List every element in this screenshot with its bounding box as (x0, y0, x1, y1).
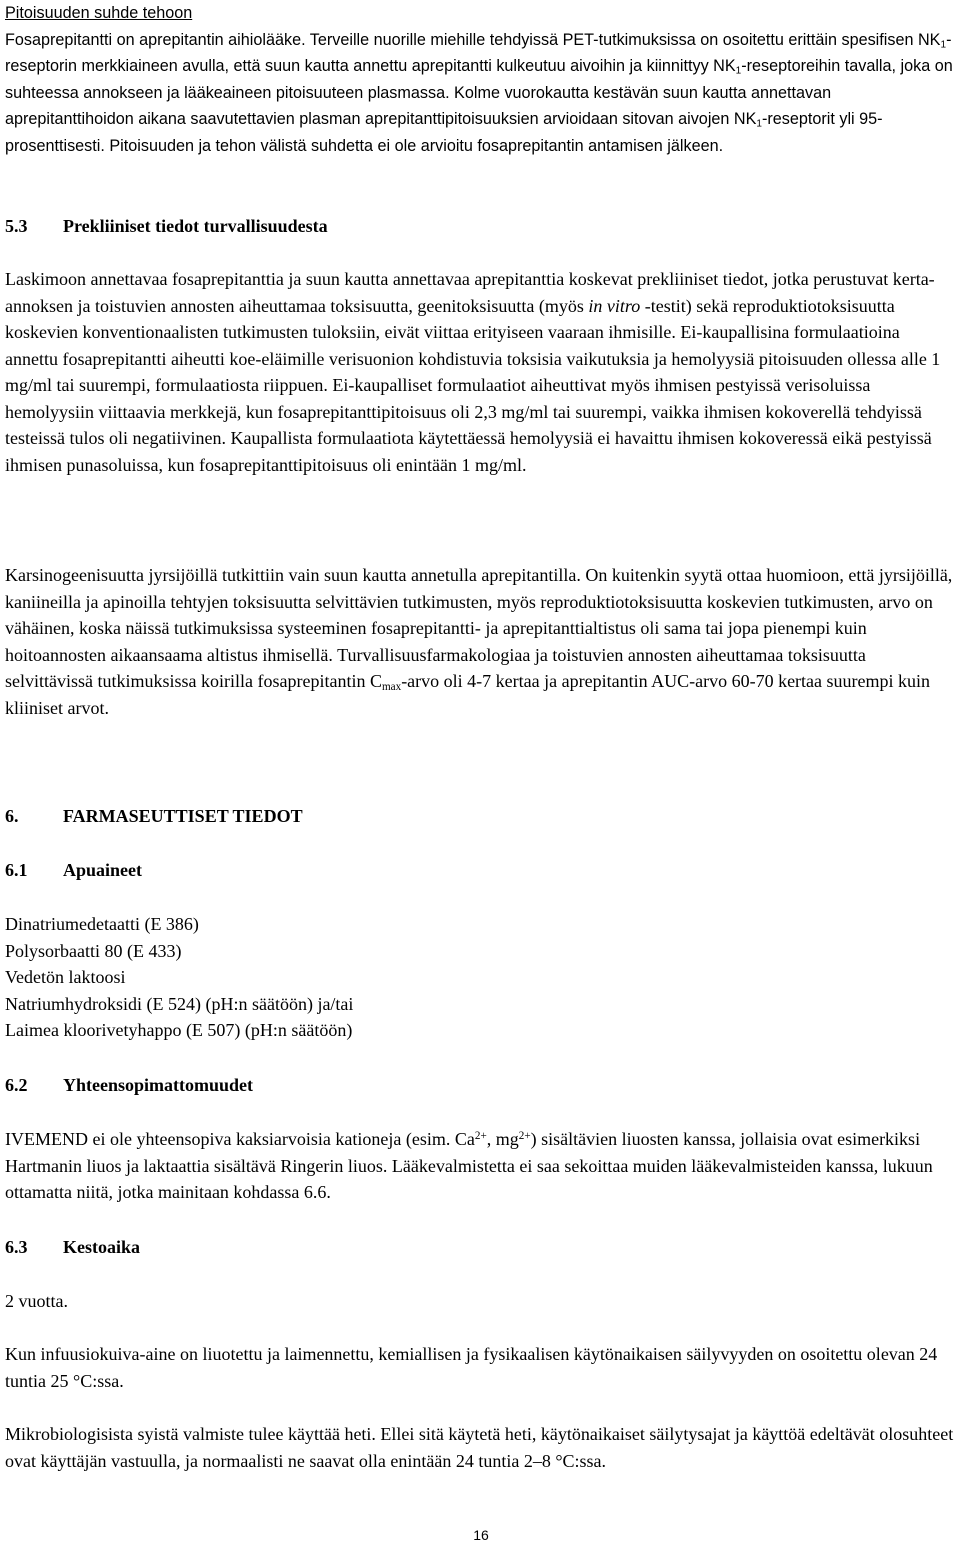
pharmacology-section (5, 0, 957, 160)
list-item: Polysorbaatti 80 (E 433) (5, 940, 182, 961)
preclinical-paragraph-2: Karsinogeenisuutta jyrsijöillä tutkittiin vain suun kautta annetulla aprepitantilla. On kuitenkin syytä ottaa huomioon, että jyrsijöillä, kaniineilla ja apinoilla tehtyjen toksisuutta selvittävien tutkimusten, myös reproduktiotoksisuutta koskevien tutkimusten, arvo on vähäinen, koska näissä tutkimuksissa systeeminen fosaprepitantti- ja aprepitanttialtistus oli sama tai jopa pienempi kuin hoitoannosten aikaansaama altistus ihmisellä. Turvallisuusfarmakologiaa ja toistuvien annosten aiheuttamaa toksisuutta selvittävissä tutkimuksissa koirilla fosaprepitantin $C_{max}$-arvo oli 4-7 kertaa ja aprepitantin AUC-arvo 60-70 kertaa suurempi kuin kliiniset arvot. (5, 565, 953, 718)
section-heading-6-2: 6.2 Yhteensopimattomuudet (5, 1075, 254, 1095)
section-heading-6: 6. FARMASEUTTISET TIEDOT (5, 806, 303, 826)
page-number: 16 (473, 1527, 489, 1543)
section-heading-5-3 (5, 213, 328, 240)
list-item: Dinatriumedetaatti (E 386) (5, 914, 199, 934)
excipients-list (5, 911, 353, 1044)
section-heading-6-1: 6.1 Apuaineet (5, 860, 143, 880)
subheading-concentration-effect: Pitoisuuden suhde tehoon (5, 4, 193, 22)
preclinical-paragraph-1: Laskimoon annettavaa fosaprepitanttia ja suun kautta annettavaa aprepitanttia koskevat prekliiniset tiedot, jotka perustuvat kerta-annoksen ja toistuvien annosten aiheuttamaa toksisuutta, geenitoksisuutta (myös in vitro -testit) sekä reproduktiotoksisuutta koskevien konventionaalisten tutkimusten tuloksiin, eivät viittaa erityiseen vaaraan ihmisille. Ei-kaupallisina formulaatioina annettu fosaprepitantti aiheutti koe-eläimille verisuonion kohdistuvia toksisia vaikutuksia ja hemolyysiä pitoisuuden ollessa alle 1 mg/ml tai suurempi, formulaatiosta riippuen. Ei-kaupalliset formulaatiot aiheuttivat myös ihmisen pestyissä verisoluissa hemolyysiin viittaavia merkkejä, kun fosaprepitanttipitoisuus oli 2,3 mg/ml tai suurempi, vaikka ihmisen kokoverellä tehdyissä testeissä tulos oli negatiivinen. Kaupallista formulaatiota käytettäessä hemolyysiä ei havaittu ihmisen kokoveressä eikä pestyissä ihmisen punasoluissa, kun fosaprepitanttipitoisuus oli enintään 1 mg/ml. (5, 269, 941, 475)
shelf-life-paragraph-3: Mikrobiologisista syistä valmiste tulee käyttää heti. Ellei sitä käytetä heti, käytönaikaiset säilytysajat ja käyttöä edeltävät olosuhteet ovat käyttäjän vastuulla, ja normaalisti ne saavat olla enintään 24 tuntia 2–8 °C:ssa. (5, 1424, 954, 1471)
incompatibilities-paragraph: IVEMEND ei ole yhteensopiva kaksiarvoisia kationeja (esim. $Ca^{2+}$, $mg^{2+}$) sisältävien liuosten kanssa, jollaisia ovat esimerkiksi Hartmanin liuos ja laktaattia sisältävä Ringerin liuos. Lääkevalmistetta ei saa sekoittaa muiden lääkevalmisteiden kanssa, lukuun ottamatta niitä, jotka mainitaan kohdassa 6.6. (5, 1129, 933, 1202)
shelf-life-paragraph-2: Kun infuusiokuiva-aine on liuotettu ja laimennettu, kemiallisen ja fysikaalisen käytönaikaisen säilyvyyden on osoitettu olevan 24 tuntia 25 °C:ssa. (5, 1344, 938, 1391)
section-number: 5.3 (5, 216, 28, 236)
section-heading-6-3: 6.3 Kestoaika (5, 1237, 141, 1257)
list-item: Laimea kloorivetyhappo (E 507) (pH:n säätöön) (5, 1020, 353, 1040)
section-title: Prekliiniset tiedot turvallisuudesta (63, 216, 328, 236)
list-item: Vedetön laktoosi (5, 967, 126, 987)
paragraph-concentration-effect: Fosaprepitantti on aprepitantin aihiolääke. Terveille nuorille miehille tehdyissä PET-tutkimuksissa on osoitettu erittäin spesifisen $NK_1$-reseptorin merkkiaineen avulla, että suun kautta annettu aprepitantti kulkeutuu aivoihin ja kiinnittyy $NK_1$-reseptoreihin tavalla, joka on suhteessa annokseen ja lääkeaineen pitoisuuteen plasmassa. Kolme vuorokautta kestävän suun kautta annettavan aprepitanttihoidon aikana saavutettavien plasman aprepitanttipitoisuuksien arvioidaan sitovan aivojen $NK_1$-reseptorit yli 95-prosenttisesti. Pitoisuuden ja tehon välistä suhdetta ei ole arvioitu fosaprepitantin antamisen jälkeen. (5, 30, 953, 155)
shelf-life-paragraph-1: 2 vuotta. (5, 1291, 68, 1311)
list-item: Natriumhydroksidi (E 524) (pH:n säätöön) ja/tai (5, 993, 354, 1014)
